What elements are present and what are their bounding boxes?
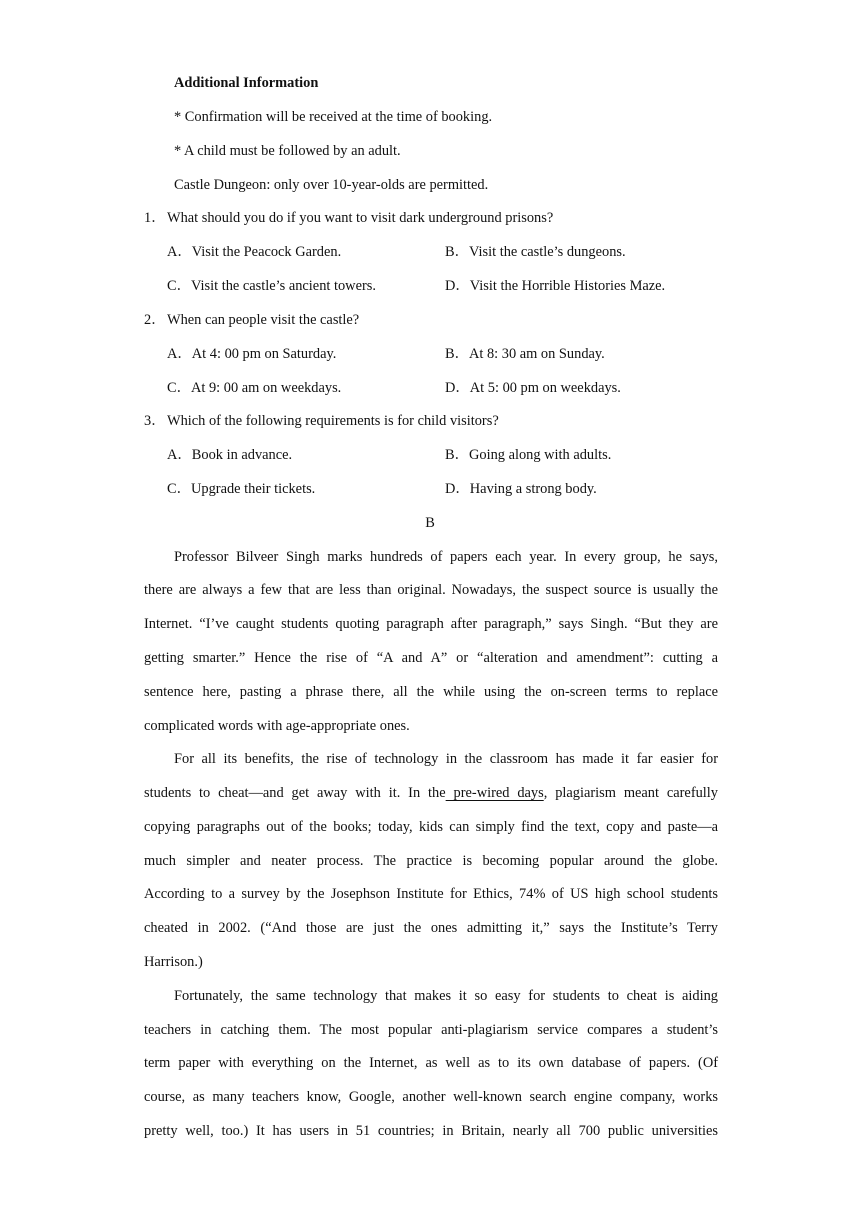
paragraph-line: Internet. “I’ve caught students quoting paragraph after paragraph,” says Singh. “But they are: [144, 616, 718, 632]
question-3: [144, 411, 499, 431]
section-title: B: [425, 515, 435, 531]
paragraph-line: much simpler and neater process. The practice is becoming popular around the globe.: [144, 853, 718, 869]
paragraph-line: Fortunately, the same technology that makes it so easy for students to cheat is aiding: [174, 988, 718, 1004]
paragraph-line: there are always a few that are less than original. Nowadays, the suspect source is usually the: [144, 582, 718, 598]
question-number: 1．: [144, 210, 166, 226]
question-text: When can people visit the castle?: [167, 312, 360, 328]
option-a: A．At 4: 00 pm on Saturday.: [167, 346, 337, 362]
text-run: students to cheat—and get away with it. In the: [144, 785, 446, 801]
paragraph-line: getting smarter.” Hence the rise of “A and A” or “alteration and amendment”: cutting a: [144, 650, 718, 666]
paragraph-line: pretty well, too.) It has users in 51 countries; in Britain, nearly all 700 public universities: [144, 1123, 718, 1139]
info-line: * A child must be followed by an adult.: [174, 143, 401, 159]
option-a: A．Book in advance.: [167, 447, 293, 463]
option-a: A．Visit the Peacock Garden.: [167, 244, 342, 260]
info-heading: Additional Information: [174, 75, 319, 91]
paragraph-line: cheated in 2002. (“And those are just the ones admitting it,” says the Institute’s Terry: [144, 920, 718, 936]
paragraph-line: sentence here, pasting a phrase there, all the while using the on-screen terms to replace: [144, 684, 718, 700]
option-c: C．At 9: 00 am on weekdays.: [167, 380, 342, 396]
paragraph-line: According to a survey by the Josephson Institute for Ethics, 74% of US high school students: [144, 886, 718, 902]
paragraph-line: Professor Bilveer Singh marks hundreds of papers each year. In every group, he says,: [174, 549, 718, 565]
info-line: Castle Dungeon: only over 10-year-olds are permitted.: [174, 177, 489, 193]
option-d: D．Visit the Horrible Histories Maze.: [445, 278, 666, 294]
option-d: D．Having a strong body.: [445, 481, 597, 497]
question-text: What should you do if you want to visit dark underground prisons?: [167, 210, 554, 226]
option-c: C．Visit the castle’s ancient towers.: [167, 278, 376, 294]
paragraph-line: teachers in catching them. The most popular anti-plagiarism service compares a student’s: [144, 1022, 718, 1038]
paragraph-line: term paper with everything on the Internet, as well as to its own database of papers. (Of: [144, 1055, 718, 1071]
question-number: 3．: [144, 413, 166, 429]
text-run: , plagiarism meant carefully: [543, 785, 719, 801]
paragraph-line: [144, 783, 718, 803]
option-d: D．At 5: 00 pm on weekdays.: [445, 380, 621, 396]
option-b: B．Going along with adults.: [445, 447, 612, 463]
underlined-phrase: pre-wired days: [445, 785, 544, 801]
question-text: Which of the following requirements is for child visitors?: [167, 413, 499, 429]
question-number: 2．: [144, 312, 166, 328]
info-line: * Confirmation will be received at the time of booking.: [174, 109, 493, 125]
question-1: [144, 208, 553, 228]
question-2: [144, 310, 359, 330]
paragraph-line: complicated words with age-appropriate ones.: [144, 718, 410, 734]
option-b: B．At 8: 30 am on Sunday.: [445, 346, 605, 362]
paragraph-line: copying paragraphs out of the books; today, kids can simply find the text, copy and paste—a: [144, 819, 718, 835]
option-c: C．Upgrade their tickets.: [167, 481, 316, 497]
option-b: B．Visit the castle’s dungeons.: [445, 244, 626, 260]
paragraph-line: Harrison.): [144, 954, 203, 970]
paragraph-line: course, as many teachers know, Google, another well-known search engine company, works: [144, 1089, 718, 1105]
paragraph-line: For all its benefits, the rise of technology in the classroom has made it far easier for: [174, 751, 718, 767]
